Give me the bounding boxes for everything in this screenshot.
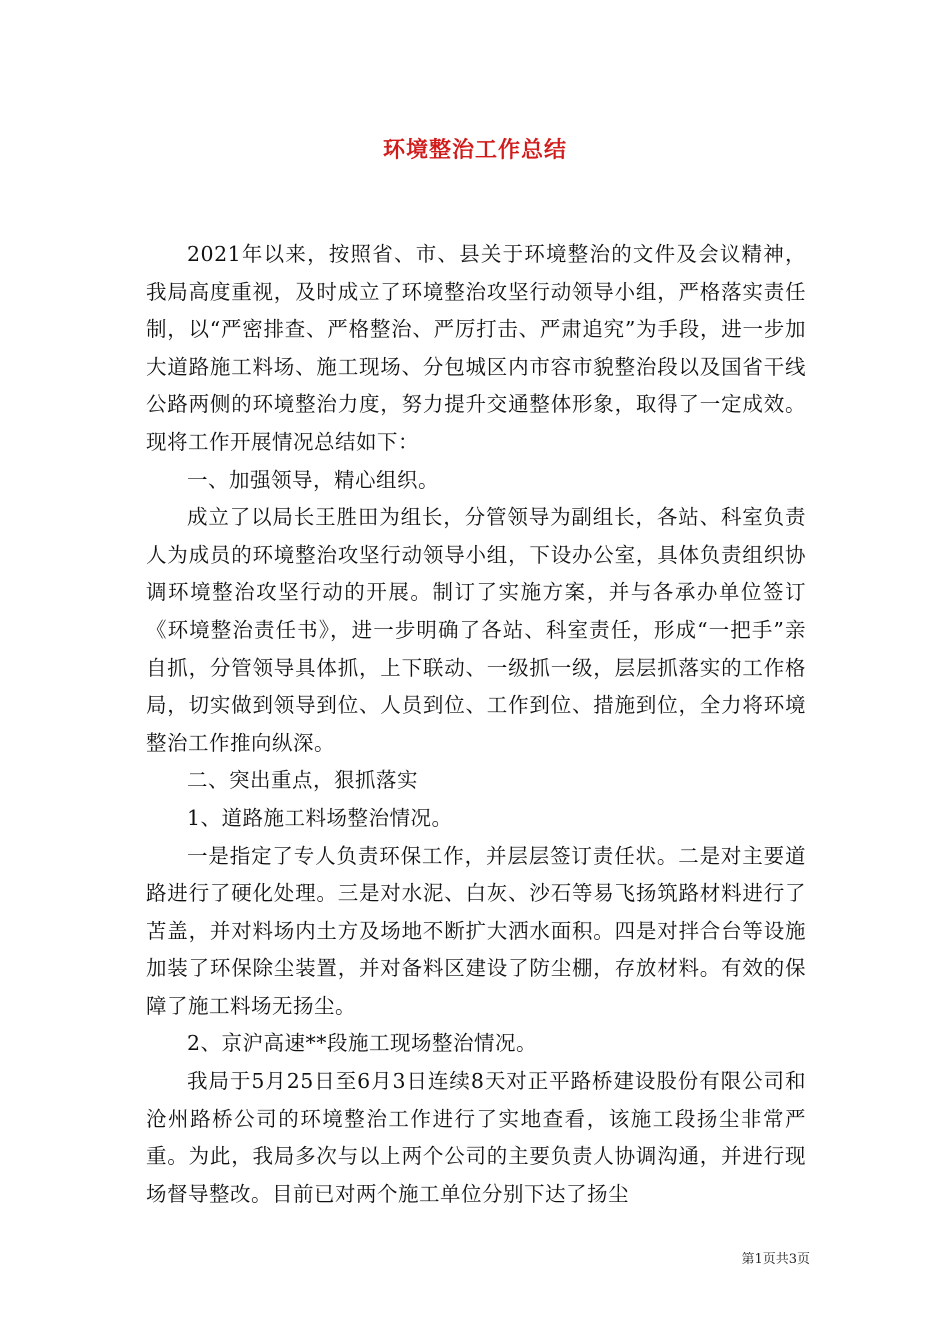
paragraph-construction-site: 我局于5月25日至6月3日连续8天对正平路桥建设股份有限公司和沧州路桥公司的环境整治工作进行了实地查看，该施工段扬尘非常严重。为此，我局多次与以上两个公司的主要负责人协调沟通，并进行现场督导整改。目前已对两个施工单位分别下达了扬尘	[146, 1069, 806, 1206]
paragraph-organization: 成立了以局长王胜田为组长，分管领导为副组长，各站、科室负责人为成员的环境整治攻坚行动领导小组，下设办公室，具体负责组织协调环境整治攻坚行动的开展。制订了实施方案，并与各承办单位签订《环境整治责任书》，进一步明确了各站、科室责任，形成“一把手”亲自抓，分管领导具体抓，上下联动、一级抓一级，层层抓落实的工作格局，切实做到领导到位、人员到位、工作到位、措施到位，全力将环境整治工作推向纵深。	[146, 505, 806, 755]
subheading-2: 2、京沪高速**段施工现场整治情况。	[187, 1031, 538, 1056]
subheading-1: 1、道路施工料场整治情况。	[187, 805, 453, 830]
heading-section-1: 一、加强领导，精心组织。	[187, 467, 439, 492]
paragraph-intro: 2021年以来，按照省、市、县关于环境整治的文件及会议精神，我局高度重视，及时成立了环境整治攻坚行动领导小组，严格落实责任制，以“严密排查、严格整治、严厉打击、严肃追究”为手段，进一步加大道路施工料场、施工现场、分包城区内市容市貌整治段以及国省干线公路两侧的环境整治力度，努力提升交通整体形象，取得了一定成效。现将工作开展情况总结如下：	[146, 242, 806, 454]
paragraph-material-yard: 一是指定了专人负责环保工作，并层层签订责任状。二是对主要道路进行了硬化处理。三是对水泥、白灰、沙石等易飞扬筑路材料进行了苫盖，并对料场内土方及场地不断扩大洒水面积。四是对拌合台等设施加装了环保除尘装置，并对备料区建设了防尘棚，存放材料。有效的保障了施工料场无扬尘。	[146, 843, 806, 1018]
heading-section-2: 二、突出重点，狠抓落实	[187, 768, 418, 793]
document-body	[146, 236, 806, 1213]
page-number: 第1页共3页	[741, 1252, 810, 1267]
page-title: 环境整治工作总结	[382, 137, 567, 163]
